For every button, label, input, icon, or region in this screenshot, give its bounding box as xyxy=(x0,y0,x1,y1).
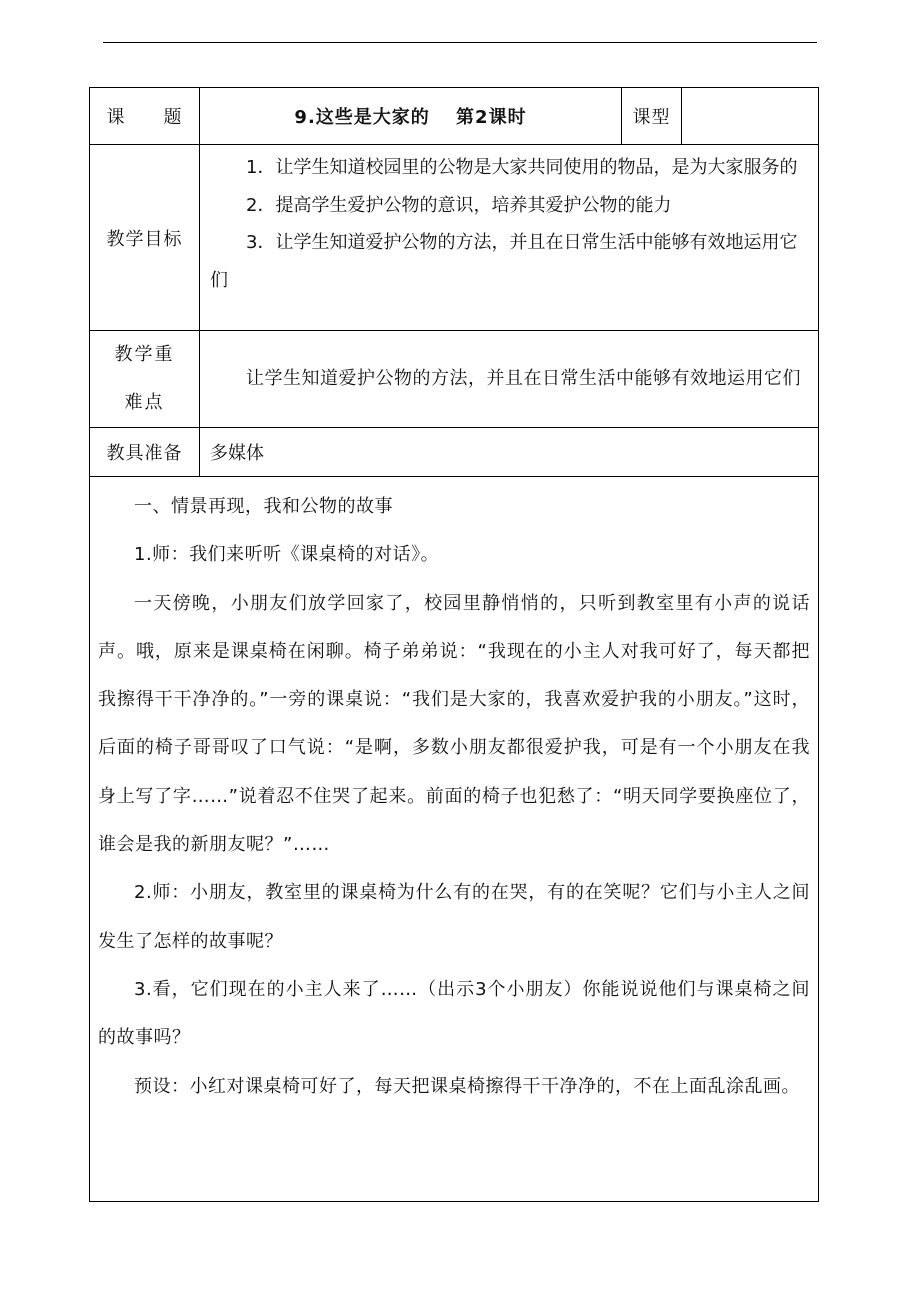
objectives-content xyxy=(200,145,819,331)
objective-item: 1．让学生知道校园里的公物是大家共同使用的物品，是为大家服务的 xyxy=(246,157,798,178)
materials-value: 多媒体 xyxy=(200,428,819,477)
key-points-text: 让学生知道爱护公物的方法，并且在日常生活中能够有效地运用它们 xyxy=(246,368,801,389)
row-materials xyxy=(90,428,819,477)
process-paragraph: 一天傍晚，小朋友们放学回家了，校园里静悄悄的，只听到教室里有小声的说话声。哦，原来是课桌椅在闲聊。椅子弟弟说：“我现在的小主人对我可好了，每天都把我擦得干干净净的。”一旁的课桌说：“我们是大家的，我喜欢爱护我的小朋友。”这时，后面的椅子哥哥叹了口气说：“是啊，多数小朋友都很爱护我，可是有一个小朋友在我身上写了字……”说着忍不住哭了起来。前面的椅子也犯愁了：“明天同学要换座位了，谁会是我的新朋友呢？”…… xyxy=(98,592,810,856)
process-heading: 一、情景再现，我和公物的故事 xyxy=(134,496,393,517)
row-objectives xyxy=(90,145,819,331)
key-points-label-line1: 教学重 xyxy=(114,344,175,365)
objective-item: 2．提高学生爱护公物的意识，培养其爱护公物的能力 xyxy=(246,194,672,216)
type-value xyxy=(682,88,819,145)
process-content xyxy=(90,477,819,1202)
process-paragraph: 预设：小红对课桌椅可好了，每天把课桌椅擦得干干净净的，不在上面乱涂乱画。 xyxy=(134,1075,800,1097)
lesson-title: 9.这些是大家的 第2课时 xyxy=(200,88,622,145)
row-process xyxy=(90,477,819,1202)
header-rule xyxy=(103,42,817,43)
row-key-points xyxy=(90,331,819,428)
objective-item: 3．让学生知道爱护公物的方法，并且在日常生活中能够有效地运用它们 xyxy=(210,232,798,291)
row-course xyxy=(90,88,819,145)
process-paragraph: 3.看，它们现在的小主人来了……（出示3个小朋友）你能说说他们与课桌椅之间的故事吗？ xyxy=(98,978,810,1049)
type-label: 课型 xyxy=(622,88,682,145)
course-label: 课 题 xyxy=(90,88,200,145)
lesson-plan-table xyxy=(89,87,819,1202)
process-paragraph: 1.师：我们来听听《课桌椅的对话》。 xyxy=(134,544,440,566)
key-points-label-line2: 难点 xyxy=(124,392,165,413)
objectives-label: 教学目标 xyxy=(90,145,200,331)
key-points-content xyxy=(200,331,819,428)
key-points-label xyxy=(90,331,200,428)
process-paragraph: 2.师：小朋友，教室里的课桌椅为什么有的在哭，有的在笑呢？它们与小主人之间发生了怎样的故事呢？ xyxy=(98,882,810,952)
materials-label: 教具准备 xyxy=(90,428,200,477)
